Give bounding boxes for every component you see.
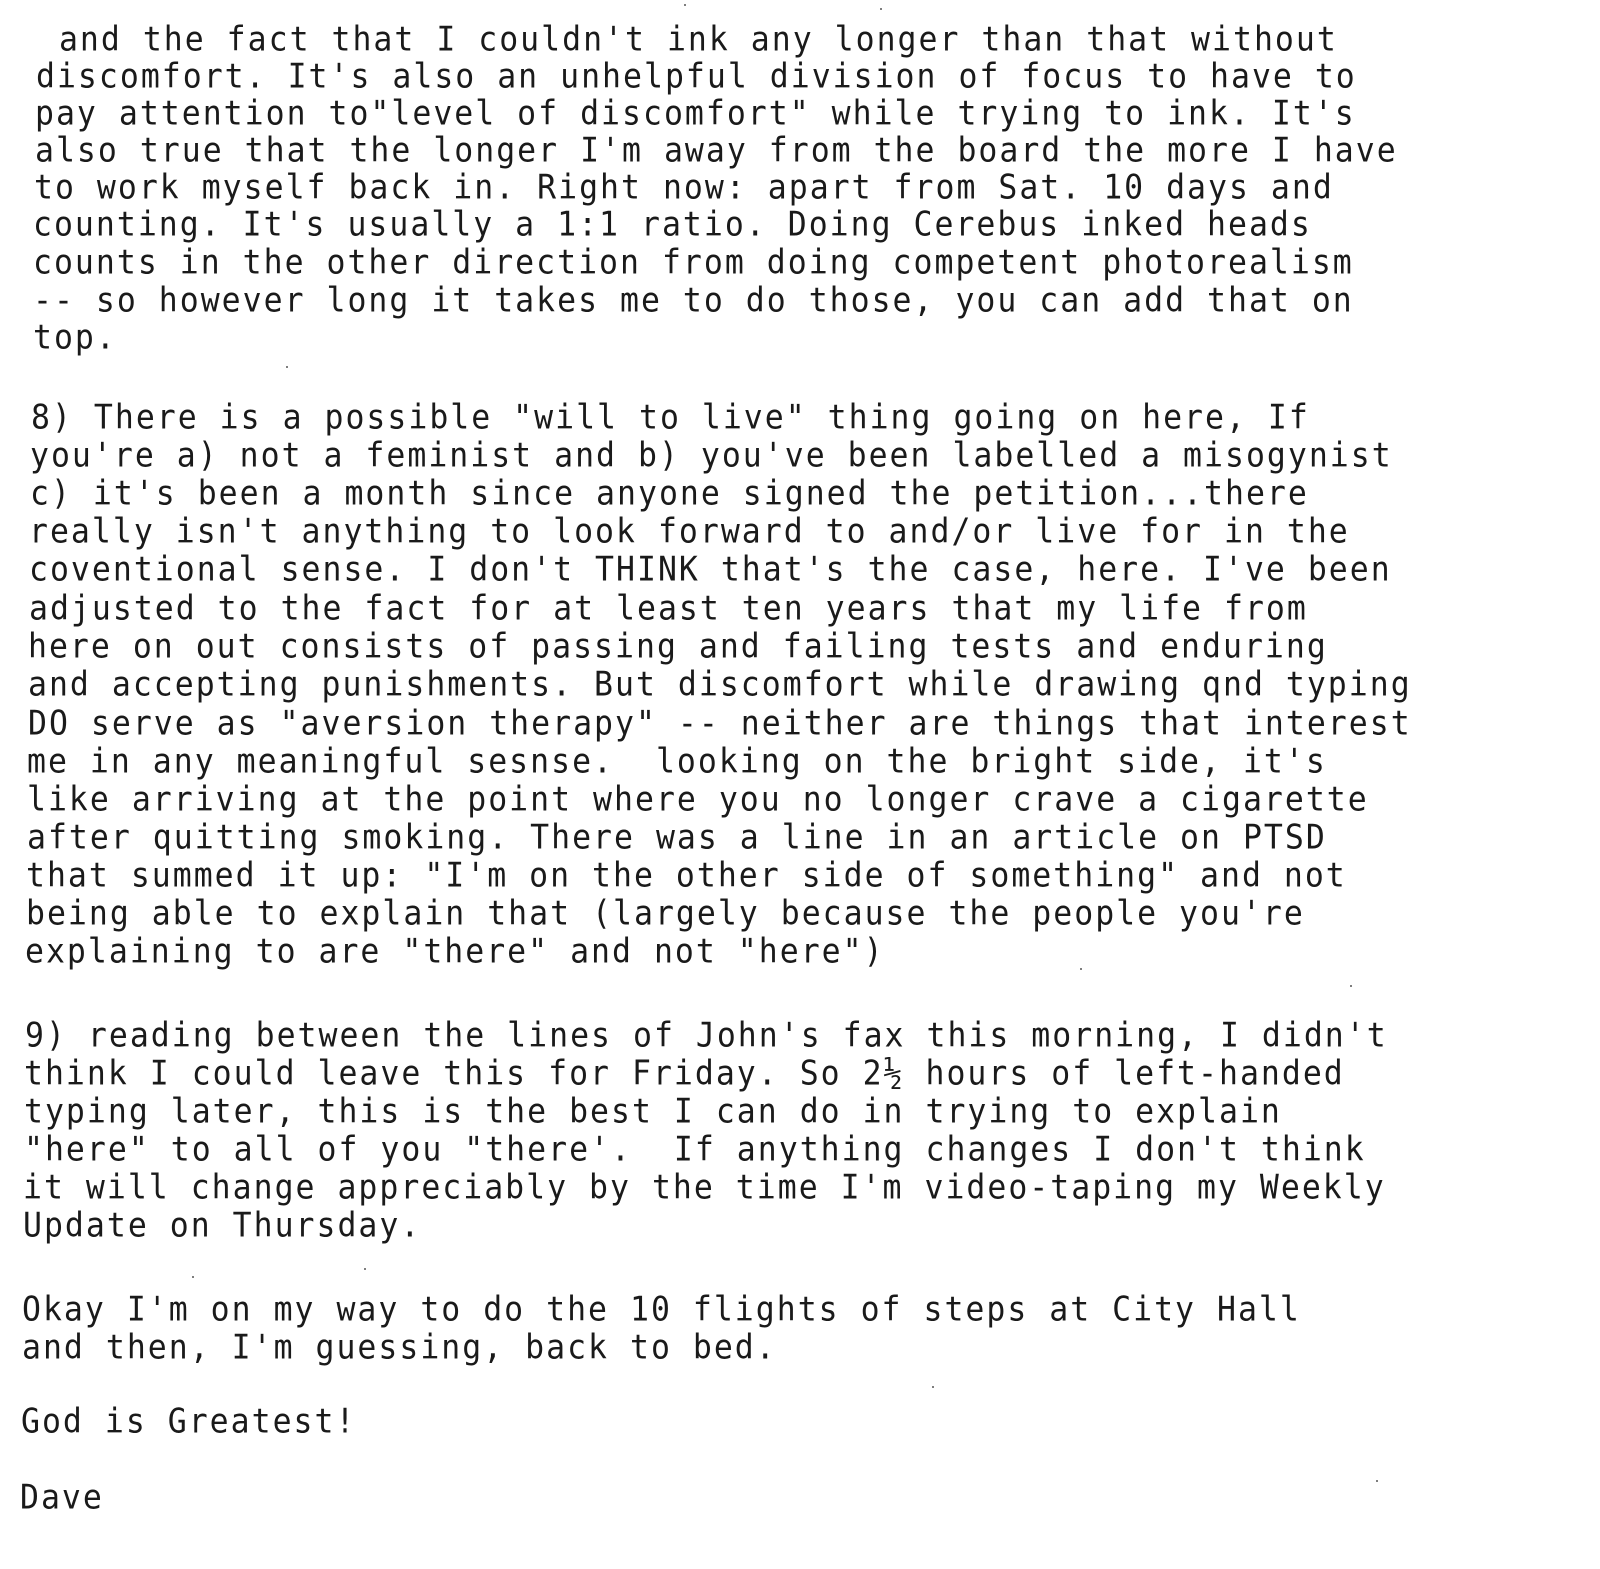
text-line: coventional sense. I don't THINK that's the case, here. I've been: [29, 551, 1392, 590]
scan-speck: [880, 8, 882, 10]
text-line: really isn't anything to look forward to and/or live for in the: [29, 513, 1350, 552]
text-line: explaining to are "there" and not "here"): [25, 933, 885, 972]
scan-speck: [684, 4, 686, 6]
text-line: adjusted to the fact for at least ten years that my life from: [29, 590, 1308, 629]
text-line: it will change appreciably by the time I'm video-taping my Weekly: [23, 1169, 1386, 1208]
text-line: discomfort. It's also an unhelpful division of focus to have to: [36, 58, 1357, 97]
text-line: and then, I'm guessing, back to bed.: [22, 1329, 777, 1368]
text-line: typing later, this is the best I can do in trying to explain: [24, 1093, 1282, 1132]
text-line: "here" to all of you "there'. If anything changes I don't think: [24, 1131, 1366, 1170]
sign-off: God is Greatest!: [21, 1403, 357, 1442]
text-line: me in any meaningful sesnse. looking on the bright side, it's: [27, 743, 1327, 782]
text-line: that summed it up: "I'm on the other side of something" and not: [26, 857, 1347, 896]
text-line: -- so however long it takes me to do those, you can add that on: [33, 282, 1354, 321]
text-line: and accepting punishments. But discomfort while drawing qnd typing: [28, 666, 1412, 705]
scan-speck: [364, 1268, 366, 1270]
scan-speck: [192, 1276, 194, 1278]
text-line: DO serve as "aversion therapy" -- neither are things that interest: [28, 705, 1412, 744]
text-line: like arriving at the point where you no longer crave a cigarette: [27, 781, 1369, 820]
scan-speck: [1080, 968, 1082, 970]
text-line: c) it's been a month since anyone signed the petition...there: [30, 475, 1309, 514]
text-line: top.: [33, 319, 117, 358]
text-line: counting. It's usually a 1:1 ratio. Doing Cerebus inked heads: [33, 206, 1312, 245]
text-line: you're a) not a feminist and b) you've been labelled a misogynist: [30, 437, 1393, 476]
text-line: pay attention to"level of discomfort" while trying to ink. It's: [35, 95, 1356, 134]
scan-speck: [932, 1386, 934, 1388]
text-line: after quitting smoking. There was a line in an article on PTSD: [27, 819, 1327, 858]
scan-speck: [1350, 985, 1352, 987]
text-line: Okay I'm on my way to do the 10 flights of steps at City Hall: [22, 1291, 1301, 1330]
text-line: counts in the other direction from doing competent photorealism: [33, 244, 1354, 283]
text-line: also true that the longer I'm away from the board the more I have: [35, 132, 1398, 171]
text-line: 8) There is a possible "will to live" thing going on here, If: [31, 399, 1310, 438]
signature: Dave: [20, 1479, 104, 1518]
text-line: think I could leave this for Friday. So 2½ hours of left-handed: [24, 1055, 1345, 1094]
text-line: being able to explain that (largely because the people you're: [26, 895, 1305, 934]
text-line: here on out consists of passing and failing tests and enduring: [28, 628, 1328, 667]
text-line: Update on Thursday.: [23, 1207, 422, 1246]
text-line: 9) reading between the lines of John's fax this morning, I didn't: [25, 1017, 1388, 1056]
scan-speck: [286, 366, 288, 368]
text-line: and the fact that I couldn't ink any longer than that without: [38, 21, 1338, 60]
text-line: to work myself back in. Right now: apart from Sat. 10 days and: [34, 169, 1334, 208]
scan-speck: [1376, 1480, 1378, 1482]
